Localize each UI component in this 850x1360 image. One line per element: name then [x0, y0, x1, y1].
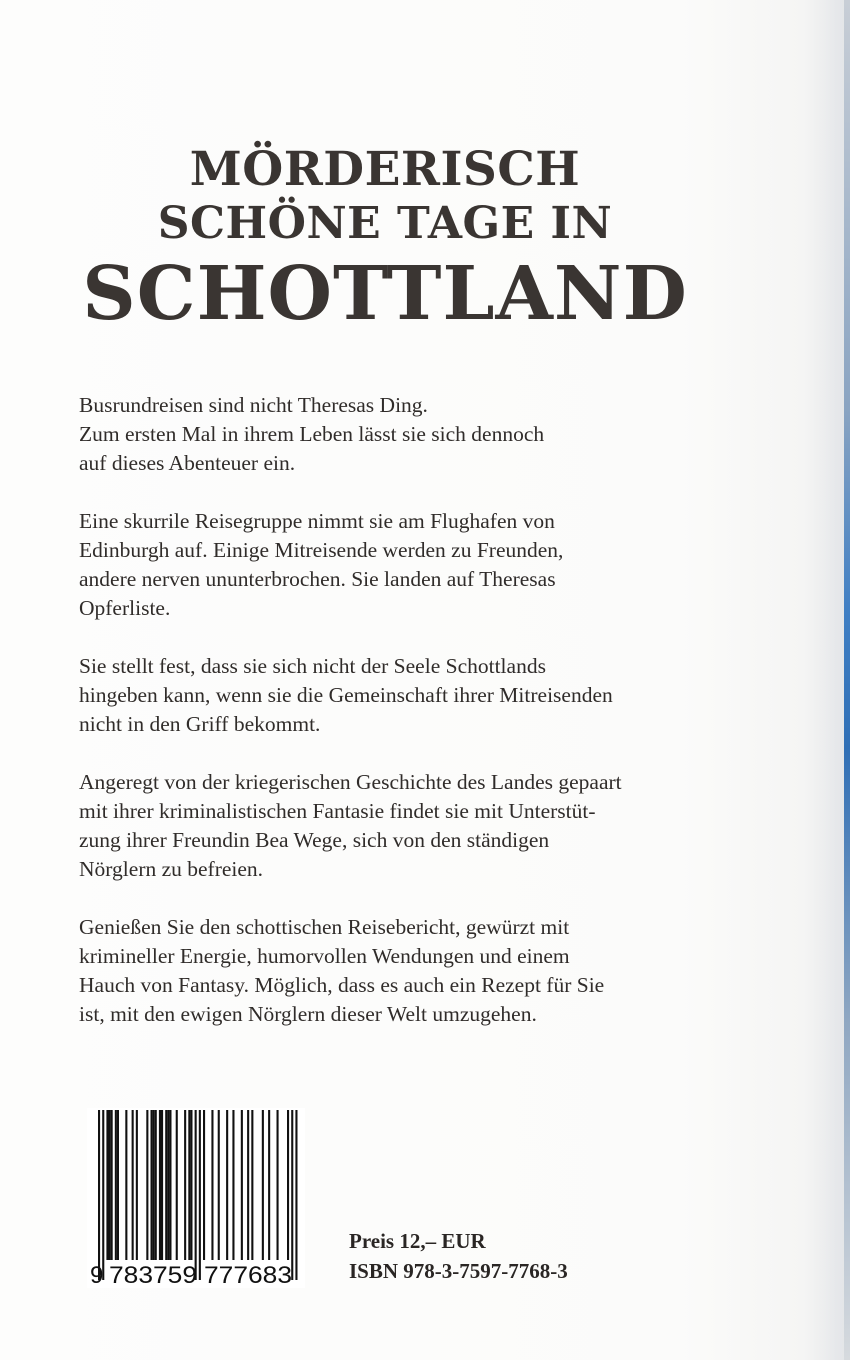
spine-shadow [804, 0, 844, 1360]
barcode-bar [287, 1110, 289, 1260]
isbn-barcode [87, 1108, 305, 1288]
barcode-bar [184, 1110, 186, 1260]
price-label: Preis 12,– EUR [349, 1229, 486, 1253]
title-line-2: SCHÖNE TAGE IN [157, 198, 613, 249]
barcode-bar [153, 1110, 155, 1260]
title-line-1: MÖRDERISCH [189, 142, 581, 197]
barcode-bar [268, 1110, 270, 1260]
barcode-bar [291, 1110, 293, 1280]
blurb-paragraph: Busrundreisen sind nicht Theresas Ding. Zum ersten Mal in ihrem Leben lässt sie sich dennoch auf dieses Abenteuer ein. [79, 393, 545, 475]
barcode-bar [190, 1110, 192, 1260]
blurb-paragraph: Eine skurrile Reisegruppe nimmt sie am Flughafen von Edinburgh auf. Einige Mitreisende werden zu Freunden, andere nerven ununterbrochen. Sie landen auf Theresas Opferliste. [79, 509, 564, 620]
barcode-bar [117, 1110, 119, 1260]
barcode-bar [111, 1110, 113, 1260]
barcode-digit-first: 9 [90, 1262, 104, 1288]
barcode-bar [98, 1110, 100, 1280]
barcode-bar [241, 1110, 243, 1260]
barcode-bar [195, 1110, 197, 1280]
barcode-bar [159, 1110, 161, 1260]
barcode-bar [151, 1110, 153, 1260]
isbn-label: ISBN 978-3-7597-7768-3 [349, 1259, 568, 1283]
barcode-bar [161, 1110, 163, 1260]
barcode-bar [232, 1110, 234, 1260]
barcode-bar [102, 1110, 104, 1280]
barcode-bar [251, 1110, 253, 1260]
barcode-bar [115, 1110, 117, 1260]
spine-edge [844, 0, 850, 1360]
barcode-bar [295, 1110, 297, 1280]
barcode-digits-right: 777683 [204, 1262, 292, 1288]
barcode-bar [247, 1110, 249, 1260]
barcode-bar [109, 1110, 111, 1260]
blurb-text [79, 391, 719, 1058]
barcode-digits-left: 783759 [109, 1262, 197, 1288]
title-line-3: SCHOTTLAND [82, 251, 688, 337]
barcode-bar [211, 1110, 213, 1260]
barcode-bar [146, 1110, 148, 1260]
barcode-bar [155, 1110, 157, 1260]
blurb-paragraph: Angeregt von der kriegerischen Geschichte des Landes gepaart mit ihrer kriminalistischen Fantasie findet sie mit Unterstüt- zung ihrer Freundin Bea Wege, sich von den ständigen Nörglern zu befreien. [79, 770, 622, 881]
barcode-bar [199, 1110, 201, 1280]
barcode-bar [277, 1110, 279, 1260]
barcode-bar [218, 1110, 220, 1260]
barcode-bar [167, 1110, 169, 1260]
blurb-paragraph: Sie stellt fest, dass sie sich nicht der Seele Schottlands hingeben kann, wenn sie die Gemeinschaft ihrer Mitreisenden nicht in den Griff bekommt. [79, 654, 613, 736]
barcode-bar [188, 1110, 190, 1260]
barcode-bar [136, 1110, 138, 1260]
blurb-paragraph: Genießen Sie den schottischen Reisebericht, gewürzt mit krimineller Energie, humorvollen Wendungen und einem Hauch von Fantasy. Möglich, dass es auch ein Rezept für Sie ist, mit den ewigen Nörglern dieser Welt umzugehen. [79, 915, 605, 1026]
barcode-bar [165, 1110, 167, 1260]
barcode-bar [169, 1110, 171, 1260]
barcode-bar [226, 1110, 228, 1260]
barcode-bar [262, 1110, 264, 1260]
barcode-bar [106, 1110, 108, 1260]
barcode-bar [203, 1110, 205, 1260]
barcode-bar [125, 1110, 127, 1260]
barcode-bar [132, 1110, 134, 1260]
barcode-bar [176, 1110, 178, 1260]
price-info [349, 1226, 568, 1286]
